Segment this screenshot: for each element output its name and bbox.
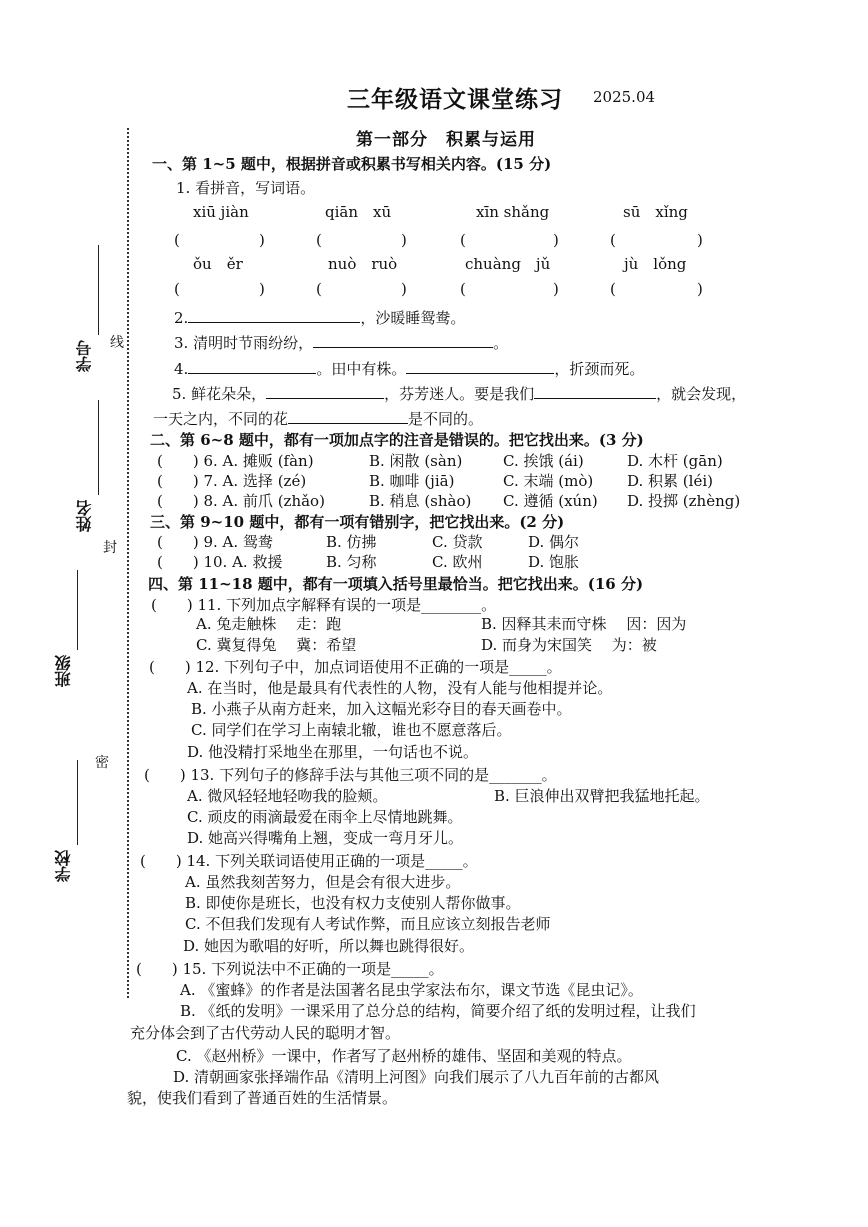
q13-option: C. 顽皮的雨滴最爱在雨伞上尽情地跳舞。 — [187, 808, 463, 826]
xingming-line — [98, 400, 99, 495]
q2-number: 2. — [174, 309, 189, 327]
answer-paren-open: ( — [610, 280, 616, 298]
choice-b: B. 咖啡 (jiā) — [369, 472, 455, 490]
q13-option-b: B. 巨浪伸出双臂把我猛地托起。 — [494, 787, 710, 805]
q5-blank2[interactable] — [534, 384, 656, 399]
choice-b: B. 仿拂 — [326, 533, 377, 551]
q2-line — [174, 308, 465, 326]
answer-paren-close: ) — [401, 280, 407, 298]
choice-row-q10: ( ) 10. A. 救援 — [157, 553, 283, 571]
side-label-banji: 班级 — [54, 655, 73, 687]
cut-line — [127, 128, 129, 998]
q4-end: ，折颈而死。 — [554, 360, 645, 378]
q14-option: B. 即使你是班长，也没有权力支使别人帮你做事。 — [185, 894, 521, 912]
answer-paren-open: ( — [610, 231, 616, 249]
q15-option-d-cont: 貌，使我们看到了普通百姓的生活情景。 — [127, 1089, 398, 1107]
answer-paren-open: ( — [316, 280, 322, 298]
pinyin: xiū jiàn — [193, 203, 249, 221]
side-label-xuehao: 学号 — [75, 340, 94, 372]
q5-blank3[interactable] — [288, 409, 408, 424]
q15-option-a: A. 《蜜蜂》的作者是法国著名昆虫学家法布尔，课文节选《昆虫记》。 — [180, 981, 643, 999]
q5-text5: 是不同的。 — [408, 410, 484, 428]
q11-option-b: B. 因释其耒而守株 因：因为 — [481, 615, 687, 633]
choice-row-q9: ( ) 9. A. 鸳鸯 — [157, 533, 273, 551]
xuehao-line — [98, 245, 99, 335]
pinyin: ǒu ěr — [193, 255, 243, 273]
q5-text1: 5. 鲜花朵朵， — [172, 385, 267, 403]
choice-d: D. 积累 (léi) — [627, 472, 713, 490]
pinyin: chuàng jǔ — [465, 255, 551, 273]
q15-option-c: C. 《赵州桥》一课中，作者写了赵州桥的雄伟、坚固和美观的特点。 — [176, 1047, 632, 1065]
choice-row-q7: ( ) 7. A. 选择 (zé) — [157, 472, 307, 490]
answer-paren-close: ) — [553, 231, 559, 249]
choice-b: B. 稍息 (shào) — [369, 492, 472, 510]
q2-blank[interactable] — [188, 308, 360, 323]
q12-option: A. 在当时，他是最具有代表性的人物，没有人能与他相提并论。 — [187, 679, 613, 697]
answer-paren-close: ) — [401, 231, 407, 249]
section3-heading: 三、第 9~10 题中，都有一项有错别字，把它找出来。(2 分) — [150, 513, 565, 531]
q12-option: B. 小燕子从南方赶来，加入这幅光彩夺目的春天画卷中。 — [191, 700, 572, 718]
q4-blank2[interactable] — [406, 359, 554, 374]
answer-paren-close: ) — [259, 231, 265, 249]
q5-line1 — [172, 384, 746, 402]
q3-line — [174, 333, 508, 351]
choice-b: B. 闲散 (sàn) — [369, 452, 463, 470]
section1-heading: 一、第 1~5 题中，根据拼音或积累书写相关内容。(15 分) — [152, 155, 552, 173]
answer-paren-close: ) — [697, 231, 703, 249]
seal-mark-feng: 封 — [103, 540, 117, 556]
choice-d: D. 木杆 (gān) — [627, 452, 723, 470]
answer-paren-close: ) — [259, 280, 265, 298]
q15-stem: ( ) 15. 下列说法中不正确的一项是_____。 — [136, 960, 444, 978]
answer-paren-open: ( — [460, 280, 466, 298]
pinyin: nuò ruò — [328, 255, 398, 273]
q14-option: A. 虽然我刻苦努力，但是会有很大进步。 — [185, 873, 461, 891]
q3-text: 3. 清明时节雨纷纷， — [174, 334, 314, 352]
q11-option-c: C. 冀复得兔 冀：希望 — [196, 636, 357, 654]
q13-stem: ( ) 13. 下列句子的修辞手法与其他三项不同的是_______。 — [144, 766, 557, 784]
q12-option: C. 同学们在学习上南辕北辙，谁也不愿意落后。 — [191, 721, 512, 739]
choice-c: C. 贷款 — [432, 533, 483, 551]
q5-text4: 一天之内，不同的花 — [153, 410, 289, 428]
q12-stem: ( ) 12. 下列句子中，加点词语使用不正确的一项是_____。 — [149, 658, 562, 676]
q4-text: 。田中有株。 — [316, 360, 407, 378]
q3-blank[interactable] — [313, 333, 493, 348]
answer-paren-open: ( — [174, 231, 180, 249]
q3-end: 。 — [493, 334, 509, 352]
pinyin: qiān xū — [325, 203, 392, 221]
banji-line — [77, 570, 78, 650]
q13-option-a: A. 微风轻轻地轻吻我的脸颊。 — [187, 787, 388, 805]
choice-c: C. 遵循 (xún) — [503, 492, 598, 510]
section4-heading: 四、第 11~18 题中，都有一项填入括号里最恰当。把它找出来。(16 分) — [148, 575, 644, 593]
pinyin: sū xǐng — [623, 203, 688, 221]
q11-option-a: A. 兔走触株 走：跑 — [196, 615, 342, 633]
q4-number: 4. — [174, 360, 189, 378]
q1-text: 1. 看拼音，写词语。 — [176, 179, 316, 197]
answer-paren-close: ) — [697, 280, 703, 298]
choice-row-q6: ( ) 6. A. 摊贩 (fàn) — [157, 452, 314, 470]
choice-d: D. 饱胀 — [528, 553, 580, 571]
q15-option-b: B. 《纸的发明》一课采用了总分总的结构，简要介绍了纸的发明过程，让我们 — [180, 1002, 696, 1020]
choice-b: B. 匀称 — [326, 553, 377, 571]
q12-option: D. 他没精打采地坐在那里，一句话也不说。 — [187, 743, 479, 761]
answer-paren-open: ( — [460, 231, 466, 249]
q14-option: D. 她因为歌唱的好听，所以舞也跳得很好。 — [183, 937, 475, 955]
q5-text2: ，芬芳迷人。要是我们 — [384, 385, 535, 403]
exam-date: 2025.04 — [593, 88, 656, 106]
choice-c: C. 末端 (mò) — [503, 472, 594, 490]
choice-row-q8: ( ) 8. A. 前爪 (zhǎo) — [157, 492, 325, 510]
q5-line2 — [153, 409, 483, 427]
answer-paren-open: ( — [174, 280, 180, 298]
q4-blank1[interactable] — [188, 359, 316, 374]
pinyin: jù lǒng — [624, 255, 687, 273]
part-title: 第一部分 积累与运用 — [356, 130, 536, 150]
page-title: 三年级语文课堂练习 — [347, 86, 563, 113]
section2-heading: 二、第 6~8 题中，都有一项加点字的注音是错误的。把它找出来。(3 分) — [150, 431, 644, 449]
choice-c: C. 欧州 — [432, 553, 483, 571]
xuexiao-line — [77, 760, 78, 845]
answer-paren-close: ) — [553, 280, 559, 298]
q13-option: D. 她高兴得嘴角上翘，变成一弯月牙儿。 — [187, 829, 464, 847]
answer-paren-open: ( — [316, 231, 322, 249]
pinyin: xīn shǎng — [476, 203, 550, 221]
q15-option-d: D. 清朝画家张择端作品《清明上河图》向我们展示了八九百年前的古都风 — [173, 1068, 660, 1086]
q14-option: C. 不但我们发现有人考试作弊，而且应该立刻报告老师 — [185, 915, 551, 933]
choice-d: D. 偶尔 — [528, 533, 580, 551]
q5-blank1[interactable] — [266, 384, 384, 399]
seal-mark-mi: 密 — [95, 755, 109, 771]
q11-stem: ( ) 11. 下列加点字解释有误的一项是________。 — [151, 596, 497, 614]
choice-d: D. 投掷 (zhèng) — [627, 492, 741, 510]
q4-line — [174, 359, 644, 377]
choice-c: C. 挨饿 (ái) — [503, 452, 584, 470]
side-label-xingming: 姓名 — [75, 500, 94, 532]
q2-text: ，沙暖睡鸳鸯。 — [360, 309, 466, 327]
q5-text3: ，就会发现， — [656, 385, 747, 403]
side-label-xuexiao: 学校 — [54, 850, 73, 882]
q15-option-b-cont: 充分体会到了古代劳动人民的聪明才智。 — [130, 1024, 401, 1042]
q14-stem: ( ) 14. 下列关联词语使用正确的一项是_____。 — [140, 852, 478, 870]
seal-mark-xian: 线 — [110, 335, 124, 351]
q11-option-d: D. 而身为宋国笑 为：被 — [481, 636, 657, 654]
